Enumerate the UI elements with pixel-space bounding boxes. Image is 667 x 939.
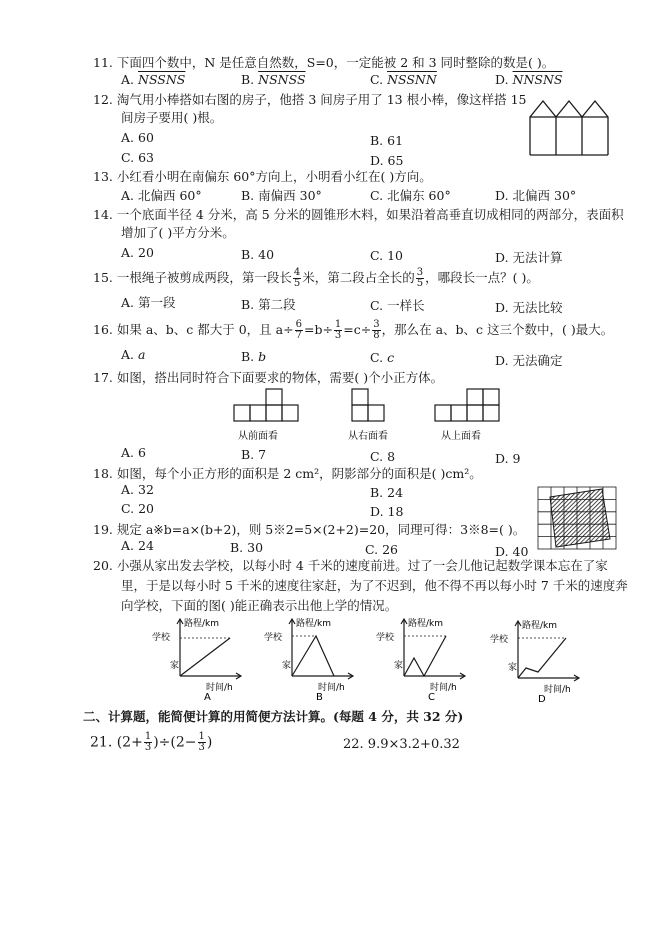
q13-option-a[interactable]: A. 北偏西 60°	[121, 188, 202, 203]
q17-option-c[interactable]: C. 8	[370, 449, 396, 464]
graph-letter-b: B	[316, 692, 323, 702]
fraction-6-7: $\frac{6}{7}$	[295, 319, 302, 341]
q17-stem: 17. 如图，搭出同时符合下面要求的物体，需要( )个小正方体。	[93, 370, 444, 385]
q11-option-b[interactable]: B. NSNSS	[241, 72, 306, 87]
q14-stem-line1: 14. 一个底面半径 4 分米，高 5 分米的圆锥形木料，如果沿着高垂直切成相同的两部分，表面积	[93, 207, 624, 222]
fraction-3-5: $\frac{3}{5}$	[416, 267, 424, 289]
fraction-1-3: $\frac{1}{3}$	[144, 731, 152, 753]
q12-stem-line1: 12. 淘气用小棒搭如右图的房子，他搭 3 间房子用了 13 根小棒，像这样搭 15	[93, 92, 527, 107]
cube-views-figure	[228, 387, 528, 443]
q20-stem-line1: 20. 小强从家出发去学校，以每小时 4 千米的速度前进。过了一会儿他记起数学课本忘在了家	[93, 558, 608, 573]
q11-option-a[interactable]: A. NSSNS	[121, 72, 186, 87]
view-label-front: 从前面看	[238, 431, 278, 442]
q13-stem: 13. 小红看小明在南偏东 60°方向上，小明看小红在( )方向。	[93, 169, 432, 184]
q14-option-c[interactable]: C. 10	[370, 248, 403, 263]
fraction-1-3: $\frac{1}{3}$	[198, 731, 205, 753]
q15-stem: 15. 一根绳子被剪成两段，第一段长 $\frac{4}{5}$ 米，第二段占全长的 $\frac{3}{5}$ ，哪段长一点？( )。	[93, 267, 539, 289]
fraction-4-5: $\frac{4}{5}$	[293, 267, 301, 289]
q19-option-c[interactable]: C. 26	[365, 542, 398, 557]
svg-text:家: 家	[282, 661, 292, 671]
q18-stem: 18. 如图，每个小正方形的面积是 2 cm²，阴影部分的面积是( )cm²。	[93, 466, 482, 481]
svg-text:家: 家	[394, 661, 404, 671]
svg-text:时间/h: 时间/h	[544, 685, 571, 695]
svg-text:路程/km: 路程/km	[296, 619, 332, 629]
graph-letter-d: D	[538, 694, 546, 704]
fraction-1-3: $\frac{1}{3}$	[334, 319, 342, 341]
section-2-heading: 二、计算题，能简便计算的用简便方法计算。(每题 4 分，共 32 分)	[83, 709, 464, 724]
q18-option-a[interactable]: A. 32	[121, 482, 154, 497]
view-label-right: 从右面看	[348, 431, 388, 442]
svg-text:学校: 学校	[152, 633, 171, 643]
q12-option-a[interactable]: A. 60	[121, 130, 154, 145]
q20-graph-a[interactable]	[148, 614, 248, 702]
q16-stem: 16. 如果 a、b、c 都大于 0，且 a÷ $\frac{6}{7}$ =b÷ $\frac{1}{3}$ =c÷ $\frac{3}{8}$ ，那么在 a、b、c 这三个数中，( )最大。	[93, 319, 614, 341]
q12-option-c[interactable]: C. 63	[121, 150, 154, 165]
q15-option-a[interactable]: A. 第一段	[121, 295, 176, 310]
houses-figure	[528, 97, 620, 157]
q13-option-c[interactable]: C. 北偏东 60°	[370, 188, 451, 203]
q16-option-c[interactable]: C. c	[370, 350, 395, 365]
q14-option-b[interactable]: B. 40	[241, 247, 275, 262]
svg-text:路程/km: 路程/km	[184, 619, 220, 629]
svg-text:时间/h: 时间/h	[206, 683, 233, 693]
q15-option-c[interactable]: C. 一样长	[370, 298, 425, 313]
svg-text:学校: 学校	[490, 635, 509, 645]
view-label-top: 从上面看	[441, 431, 481, 442]
q17-option-b[interactable]: B. 7	[241, 447, 267, 462]
q14-stem-line2: 增加了( )平方分米。	[121, 225, 235, 240]
q15-option-b[interactable]: B. 第二段	[241, 297, 296, 312]
q13-option-d[interactable]: D. 北偏西 30°	[495, 188, 577, 203]
q18-option-d[interactable]: D. 18	[370, 504, 404, 519]
svg-text:家: 家	[170, 661, 180, 671]
svg-text:时间/h: 时间/h	[430, 683, 457, 693]
q16-option-d[interactable]: D. 无法确定	[495, 353, 563, 368]
q20-graph-d[interactable]	[486, 616, 586, 704]
q13-option-b[interactable]: B. 南偏西 30°	[241, 188, 322, 203]
q11-stem: 11. 下面四个数中，N 是任意自然数，S=0，一定能被 2 和 3 同时整除的数是( )。	[93, 55, 555, 70]
q14-option-a[interactable]: A. 20	[121, 245, 154, 260]
q20-graph-b[interactable]	[260, 614, 360, 702]
q19-option-d[interactable]: D. 40	[495, 544, 529, 559]
fraction-3-8: $\frac{3}{8}$	[373, 319, 380, 341]
q19-stem: 19. 规定 a※b=a×(b+2)，则 5※2=5×(2+2)=20，同理可得：3※8=( )。	[93, 522, 526, 537]
q14-option-d[interactable]: D. 无法计算	[495, 250, 563, 265]
q18-option-c[interactable]: C. 20	[121, 501, 154, 516]
q22-expression: 22. 9.9×3.2+0.32	[343, 737, 460, 752]
q16-option-b[interactable]: B. b	[241, 349, 267, 364]
svg-text:学校: 学校	[376, 633, 395, 643]
shaded-square-grid-figure	[536, 485, 618, 551]
svg-text:家: 家	[508, 663, 518, 673]
graph-letter-c: C	[428, 692, 435, 702]
q11-option-c[interactable]: C. NSSNN	[370, 72, 437, 87]
q12-stem-line2: 间房子要用( )根。	[121, 110, 223, 125]
q12-option-b[interactable]: B. 61	[370, 133, 404, 148]
q16-option-a[interactable]: A. a	[121, 347, 146, 362]
q19-option-a[interactable]: A. 24	[121, 538, 154, 553]
svg-text:学校: 学校	[264, 633, 283, 643]
q19-option-b[interactable]: B. 30	[230, 540, 264, 555]
graph-letter-a: A	[204, 692, 211, 702]
svg-text:时间/h: 时间/h	[318, 683, 345, 693]
q18-option-b[interactable]: B. 24	[370, 485, 404, 500]
q12-option-d[interactable]: D. 65	[370, 153, 404, 168]
q11-option-d[interactable]: D. NNSNS	[495, 72, 563, 87]
q17-option-d[interactable]: D. 9	[495, 451, 521, 466]
q20-stem-line3: 向学校，下面的图( )能正确表示出他上学的情况。	[121, 598, 398, 613]
q17-option-a[interactable]: A. 6	[121, 445, 146, 460]
svg-text:路程/km: 路程/km	[522, 621, 558, 631]
q15-option-d[interactable]: D. 无法比较	[495, 300, 563, 315]
q20-stem-line2: 里，于是以每小时 5 千米的速度往家赶，为了不迟到，他不得不再以每小时 7 千米的速度奔	[121, 578, 628, 593]
q21-expression: 21. (2+ $\frac{1}{3}$ )÷(2− $\frac{1}{3}$ )	[90, 731, 213, 753]
q20-graph-c[interactable]	[372, 614, 472, 702]
svg-text:路程/km: 路程/km	[408, 619, 444, 629]
